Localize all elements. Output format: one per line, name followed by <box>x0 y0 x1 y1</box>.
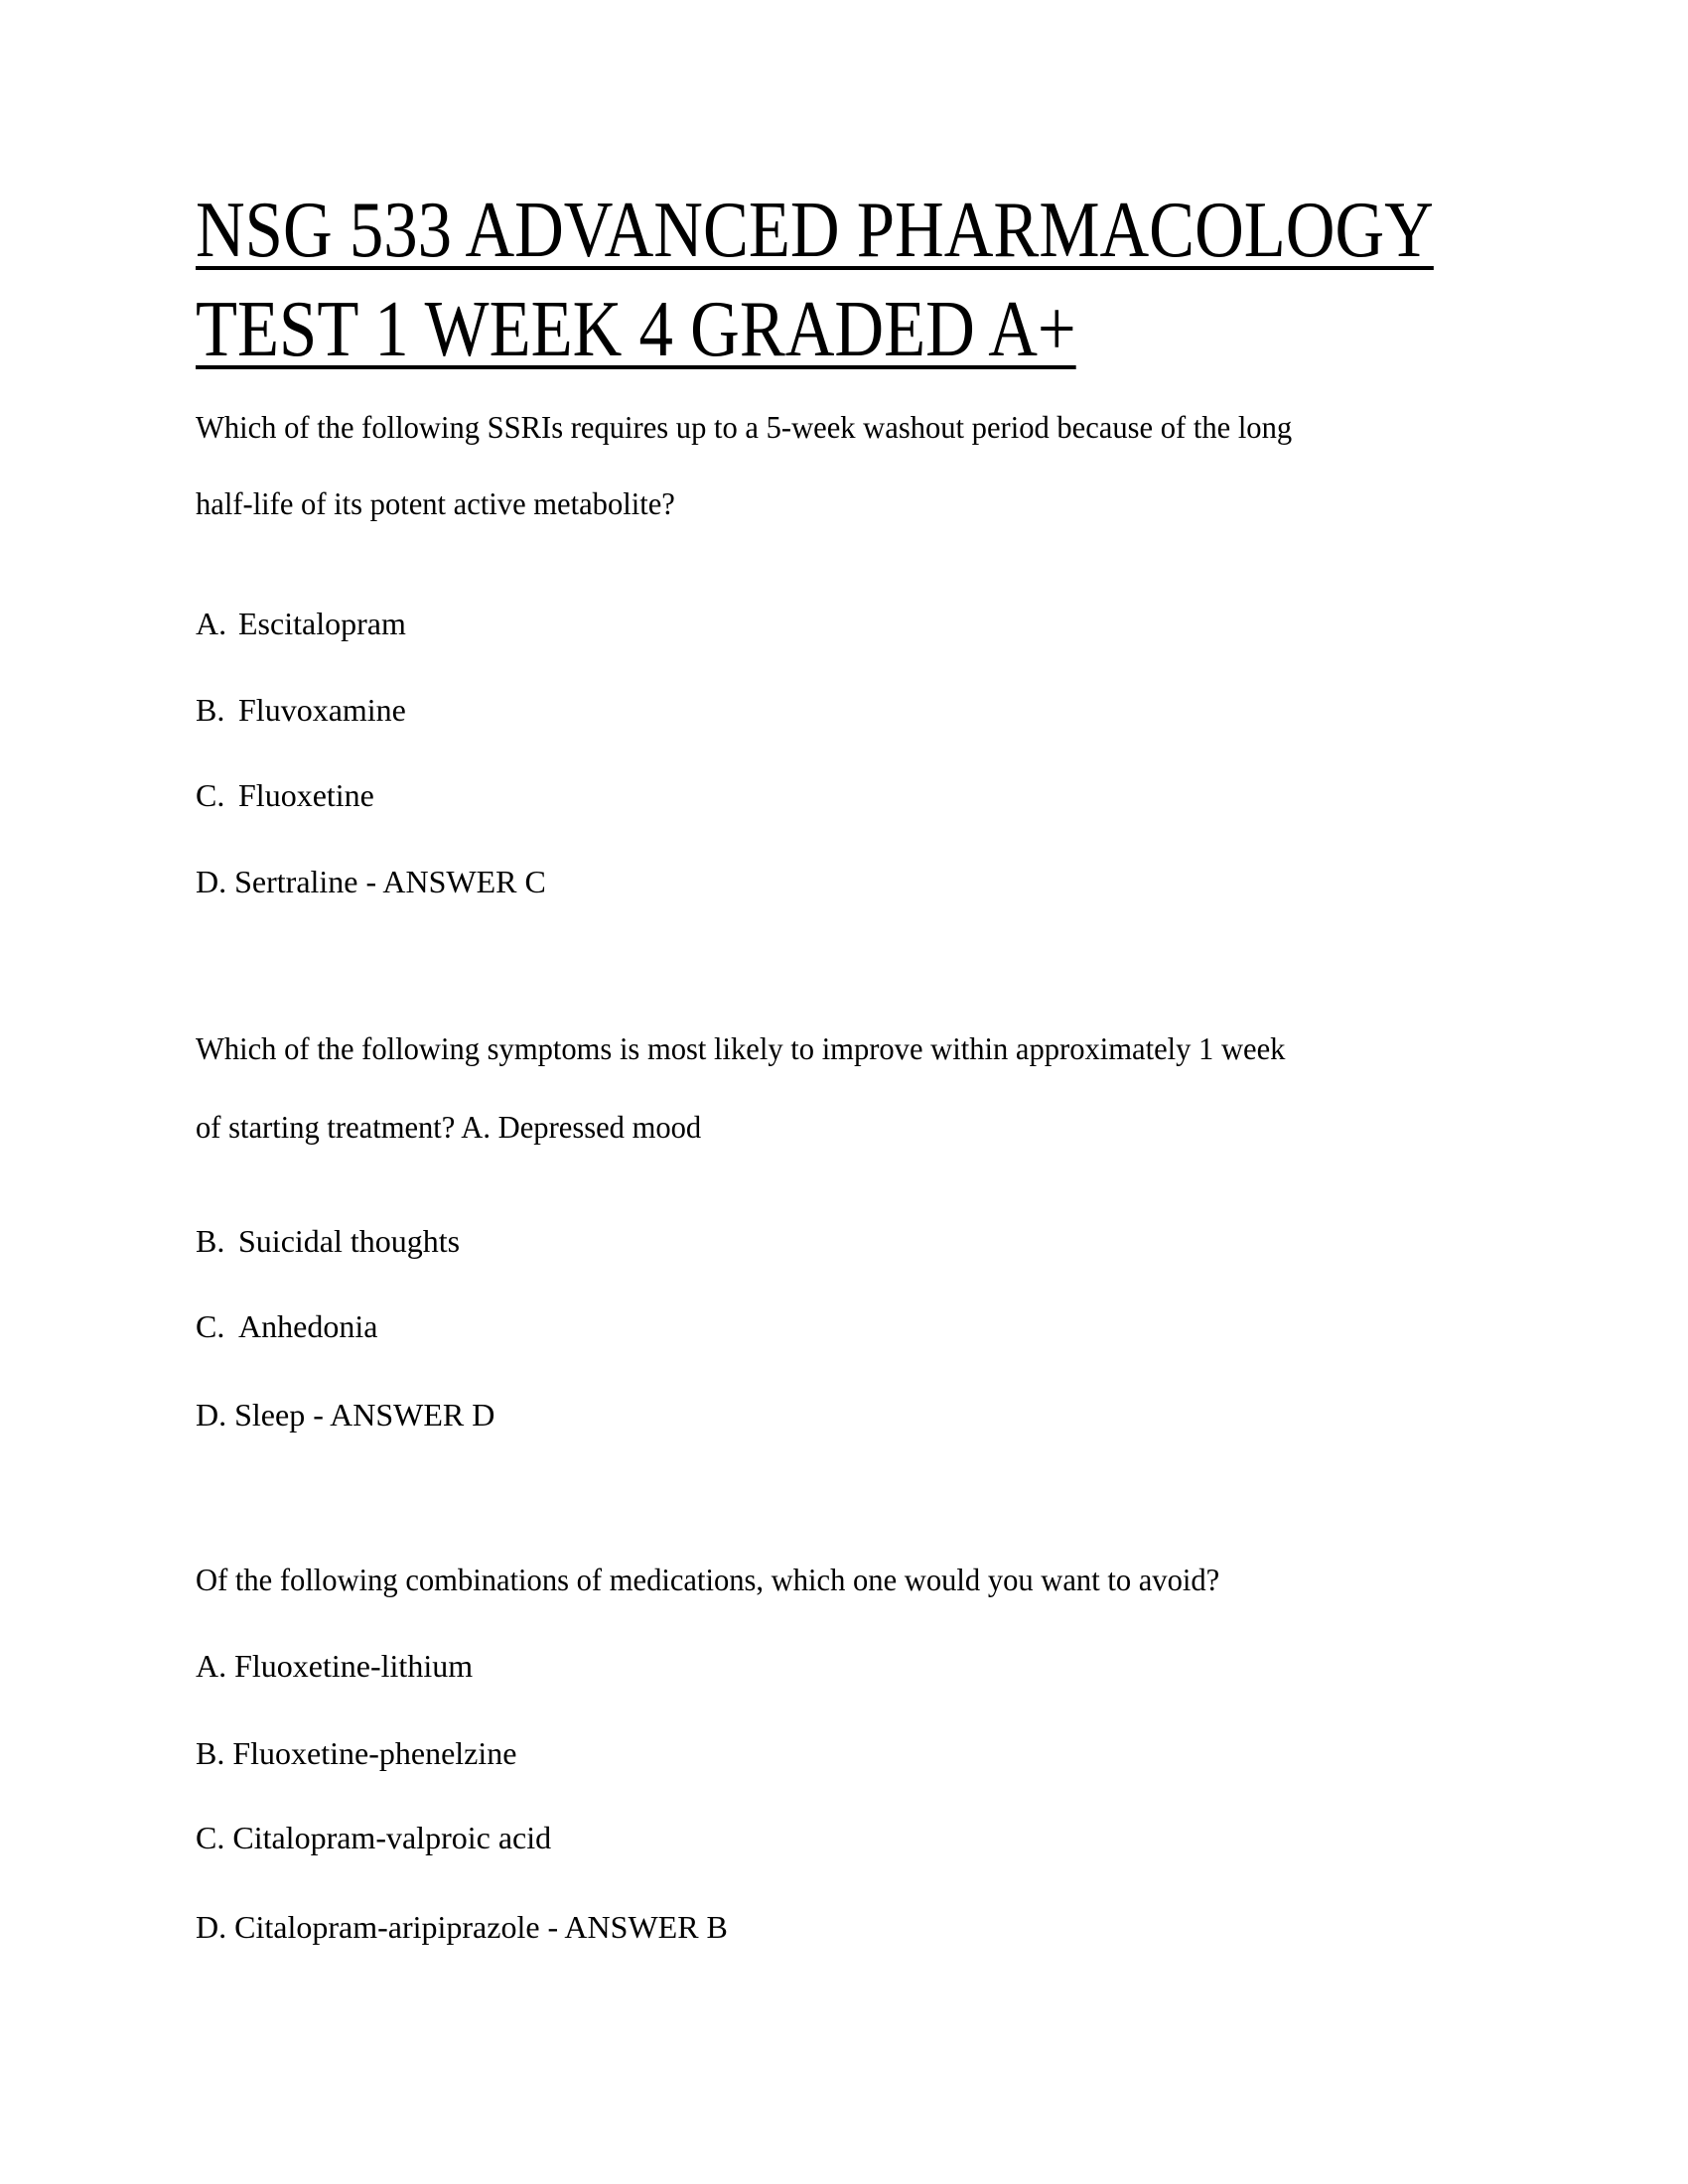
option-text: Fluoxetine <box>238 777 374 813</box>
answer-option <box>196 779 374 811</box>
option-letter: D. <box>196 864 227 899</box>
question-stem-line: half-life of its potent active metabolite? <box>196 485 675 521</box>
option-letter: A. <box>196 1648 227 1684</box>
option-letter: C. <box>196 1820 225 1855</box>
question-stem-line: Of the following combinations of medications, which one would you want to avoid? <box>196 1562 1220 1597</box>
answer-option <box>196 1399 494 1431</box>
option-letter: B. <box>196 1735 225 1771</box>
answer-option <box>196 1911 728 1943</box>
option-text: Sertraline - ANSWER C <box>234 864 546 899</box>
question-stem-line: of starting treatment? A. Depressed mood <box>196 1109 702 1145</box>
question-stem-line: Which of the following SSRIs requires up to a 5-week washout period because of the long <box>196 409 1293 445</box>
option-letter: C. <box>196 777 225 813</box>
option-text: Sleep - ANSWER D <box>234 1397 495 1433</box>
answer-option <box>196 608 406 639</box>
answer-option <box>196 866 546 897</box>
option-text: Fluvoxamine <box>238 692 406 728</box>
option-text: Fluoxetine-lithium <box>234 1648 474 1684</box>
question-stem-line: Which of the following symptoms is most likely to improve within approximately 1 week <box>196 1030 1286 1066</box>
answer-option <box>196 1822 551 1853</box>
option-text: Anhedonia <box>238 1308 378 1344</box>
option-text: Fluoxetine-phenelzine <box>232 1735 517 1771</box>
option-text: Citalopram-aripiprazole - ANSWER B <box>234 1909 728 1945</box>
answer-option <box>196 1737 516 1769</box>
document-title-line-2: TEST 1 WEEK 4 GRADED A+ <box>196 286 1076 373</box>
option-letter: D. <box>196 1909 227 1945</box>
answer-option <box>196 1650 473 1682</box>
document-title-line-1: NSG 533 ADVANCED PHARMACOLOGY <box>196 187 1434 274</box>
option-text: Citalopram-valproic acid <box>232 1820 552 1855</box>
answer-option <box>196 694 406 726</box>
option-letter: C. <box>196 1308 225 1344</box>
option-letter: D. <box>196 1397 227 1433</box>
option-text: Escitalopram <box>238 606 406 641</box>
option-text: Suicidal thoughts <box>238 1223 461 1259</box>
answer-option <box>196 1225 460 1257</box>
option-letter: B. <box>196 692 225 728</box>
option-letter: A. <box>196 606 227 641</box>
answer-option <box>196 1310 377 1342</box>
option-letter: B. <box>196 1223 225 1259</box>
